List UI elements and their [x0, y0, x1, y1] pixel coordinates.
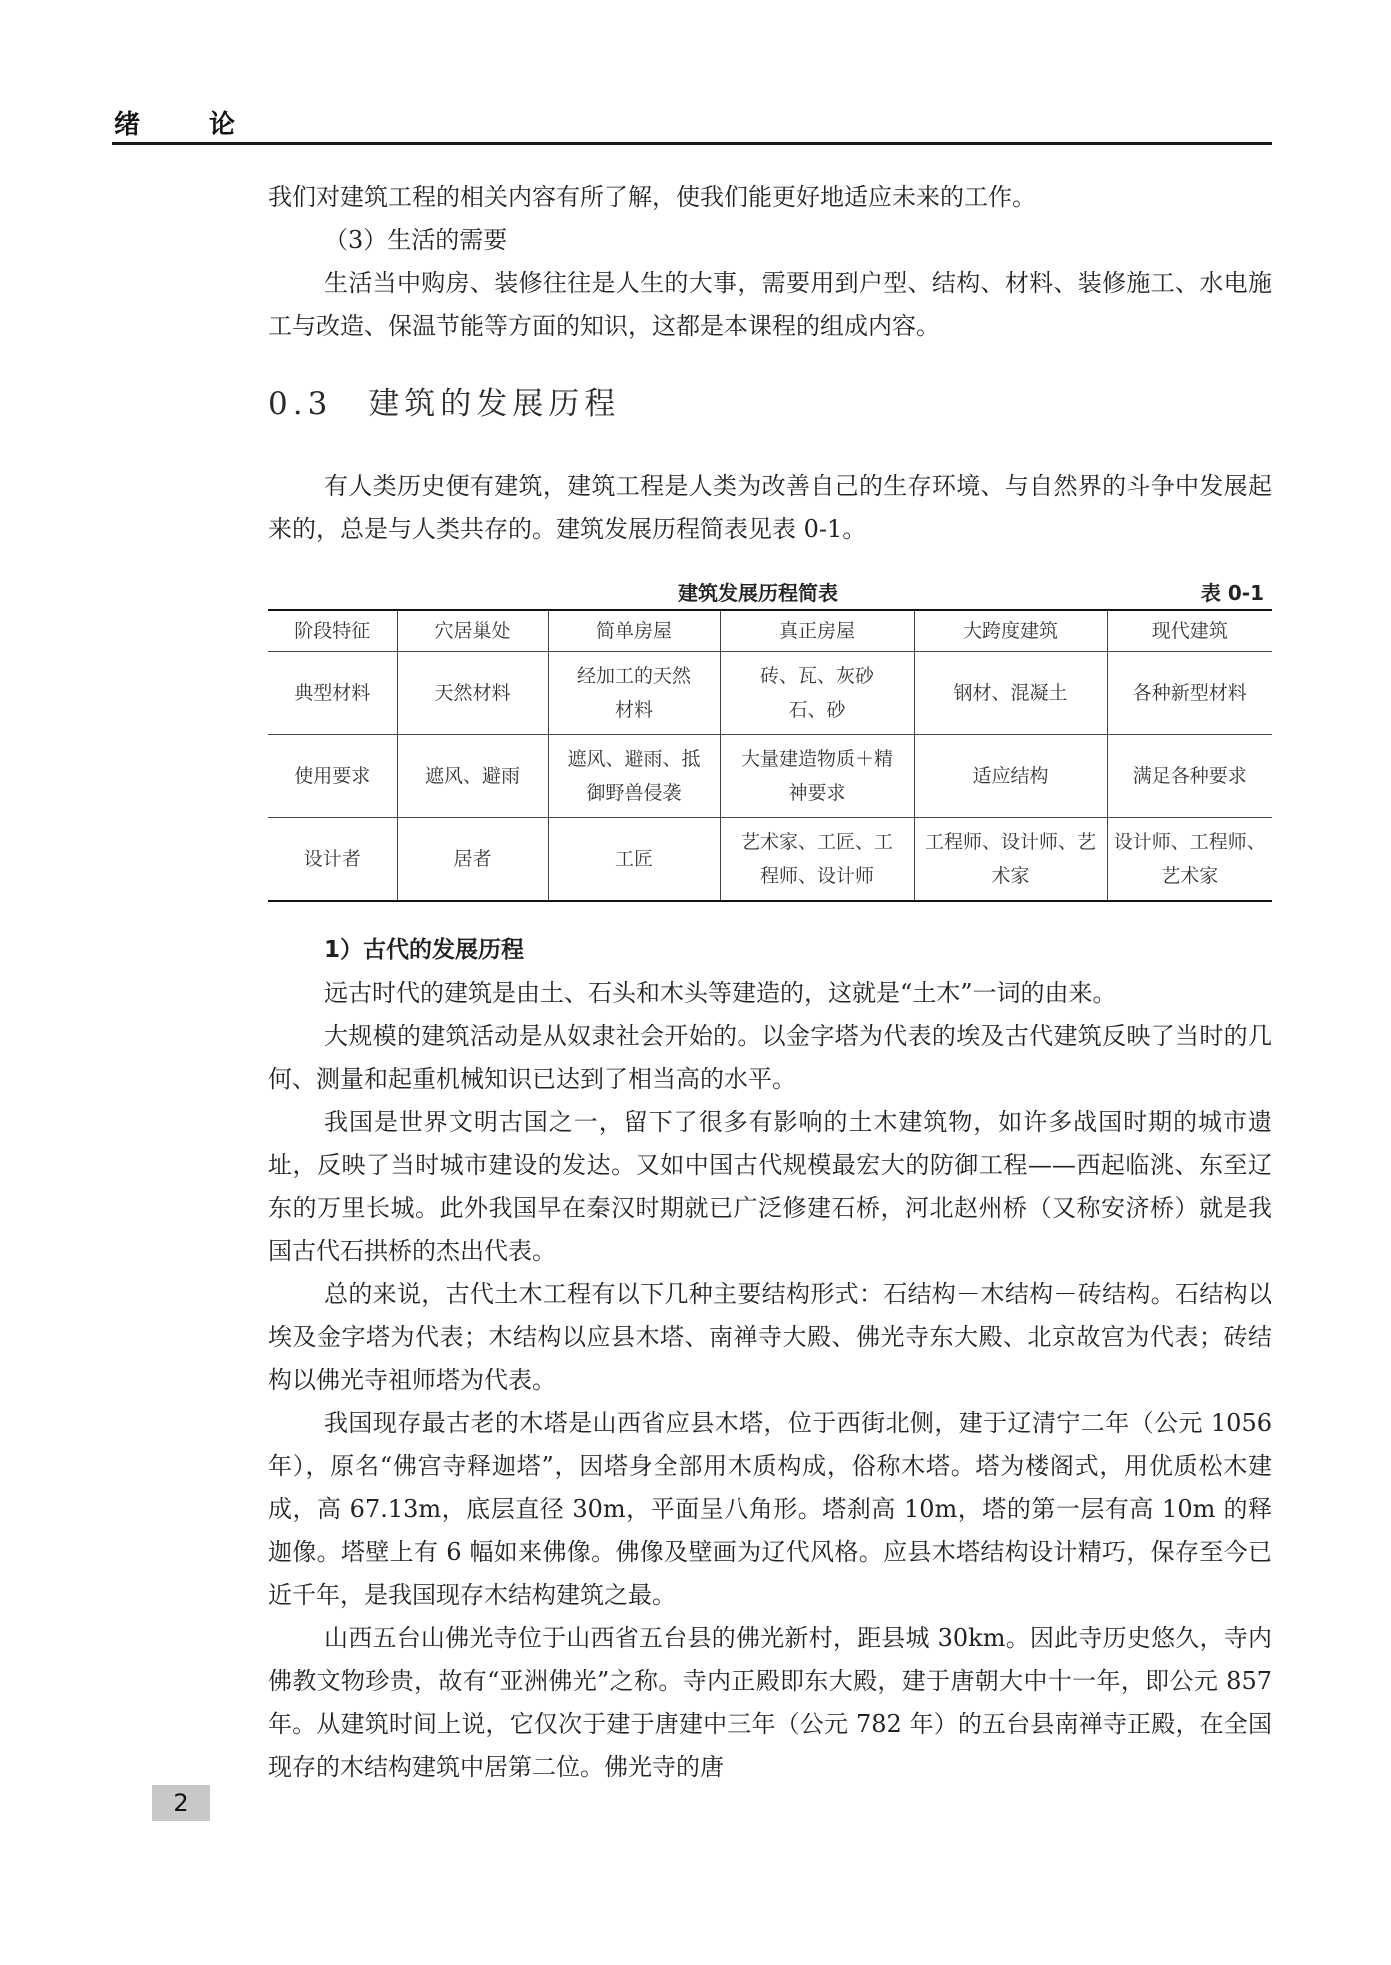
paragraph: 大规模的建筑活动是从奴隶社会开始的。以金字塔为代表的埃及古代建筑反映了当时的几何、测量和起重机械知识已达到了相当高的水平。	[268, 1022, 1272, 1093]
paragraph: 总的来说，古代土木工程有以下几种主要结构形式：石结构－木结构－砖结构。石结构以埃及金字塔为代表；木结构以应县木塔、南禅寺大殿、佛光寺东大殿、北京故宫为代表；砖结构以佛光寺祖师塔为代表。	[268, 1280, 1272, 1394]
table-cell: 砖、瓦、灰砂石、砂	[720, 652, 914, 735]
paragraph: 我们对建筑工程的相关内容有所了解，使我们能更好地适应未来的工作。	[268, 183, 1036, 211]
table-cell: 大跨度建筑	[914, 610, 1107, 652]
table-cell: 简单房屋	[548, 610, 720, 652]
table-title: 建筑发展历程简表	[678, 581, 838, 605]
intro-paragraph: 有人类历史便有建筑，建筑工程是人类为改善自己的生存环境、与自然界的斗争中发展起来的，总是与人类共存的。建筑发展历程简表见表 0-1。	[268, 472, 1272, 543]
table-cell: 设计师、工程师、艺术家	[1107, 818, 1272, 902]
history-table	[268, 609, 1272, 902]
table-cell: 各种新型材料	[1107, 652, 1272, 735]
table-cell: 大量建造物质＋精神要求	[720, 735, 914, 818]
table-cell: 钢材、混凝土	[914, 652, 1107, 735]
section-number: 0.3	[268, 386, 333, 422]
table-cell: 设计者	[268, 818, 397, 902]
table-cell: 现代建筑	[1107, 610, 1272, 652]
table-caption	[268, 573, 1272, 609]
table-cell: 工程师、设计师、艺术家	[914, 818, 1107, 902]
table-row	[268, 735, 1272, 818]
table-cell: 遮风、避雨、抵御野兽侵袭	[548, 735, 720, 818]
table-cell: 天然材料	[397, 652, 548, 735]
table-row	[268, 818, 1272, 902]
table-row	[268, 652, 1272, 735]
table-label: 表 0-1	[1200, 581, 1264, 605]
table-cell: 穴居巢处	[397, 610, 548, 652]
table-cell: 经加工的天然材料	[548, 652, 720, 735]
table-row	[268, 610, 1272, 652]
running-header	[112, 96, 1272, 145]
paragraph: 我国是世界文明古国之一，留下了很多有影响的土木建筑物，如许多战国时期的城市遗址，反映了当时城市建设的发达。又如中国古代规模最宏大的防御工程——西起临洮、东至辽东的万里长城。此外我国早在秦汉时期就已广泛修建石桥，河北赵州桥（又称安济桥）就是我国古代石拱桥的杰出代表。	[268, 1108, 1272, 1265]
table-cell: 遮风、避雨	[397, 735, 548, 818]
paragraph: 我国现存最古老的木塔是山西省应县木塔，位于西街北侧，建于辽清宁二年（公元 1056 年），原名“佛宫寺释迦塔”，因塔身全部用木质构成，俗称木塔。塔为楼阁式，用优质松木建成，高 67.13m，底层直径 30m，平面呈八角形。塔刹高 10m，塔的第一层有高 10m 的释迦像。塔壁上有 6 幅如来佛像。佛像及壁画为辽代风格。应县木塔结构设计精巧，保存至今已近千年，是我国现存木结构建筑之最。	[268, 1409, 1272, 1609]
paragraph: 远古时代的建筑是由土、石头和木头等建造的，这就是“土木”一词的由来。	[324, 979, 1117, 1007]
numbered-heading: （3）生活的需要	[324, 226, 508, 254]
table-cell: 艺术家、工匠、工程师、设计师	[720, 818, 914, 902]
paragraph: 生活当中购房、装修往往是人生的大事，需要用到户型、结构、材料、装修施工、水电施工与改造、保温节能等方面的知识，这都是本课程的组成内容。	[268, 269, 1272, 340]
page-content	[268, 176, 1272, 1789]
section-title-text: 建筑的发展历程	[368, 386, 621, 422]
table-cell: 居者	[397, 818, 548, 902]
table-cell: 使用要求	[268, 735, 397, 818]
subsection-heading: 1）古代的发展历程	[324, 937, 525, 963]
header-title: 绪 论	[114, 110, 266, 140]
page-number: 2	[152, 1785, 210, 1821]
table-cell: 满足各种要求	[1107, 735, 1272, 818]
table-cell: 阶段特征	[268, 610, 397, 652]
table-cell: 适应结构	[914, 735, 1107, 818]
paragraph: 山西五台山佛光寺位于山西省五台县的佛光新村，距县城 30km。因此寺历史悠久，寺内佛教文物珍贵，故有“亚洲佛光”之称。寺内正殿即东大殿，建于唐朝大中十一年，即公元 857 年。从建筑时间上说，它仅次于建于唐建中三年（公元 782 年）的五台县南禅寺正殿，在全国现存的木结构建筑中居第二位。佛光寺的唐	[268, 1624, 1272, 1781]
table-cell: 真正房屋	[720, 610, 914, 652]
table-cell: 典型材料	[268, 652, 397, 735]
table-cell: 工匠	[548, 818, 720, 902]
section-title	[268, 378, 1272, 423]
